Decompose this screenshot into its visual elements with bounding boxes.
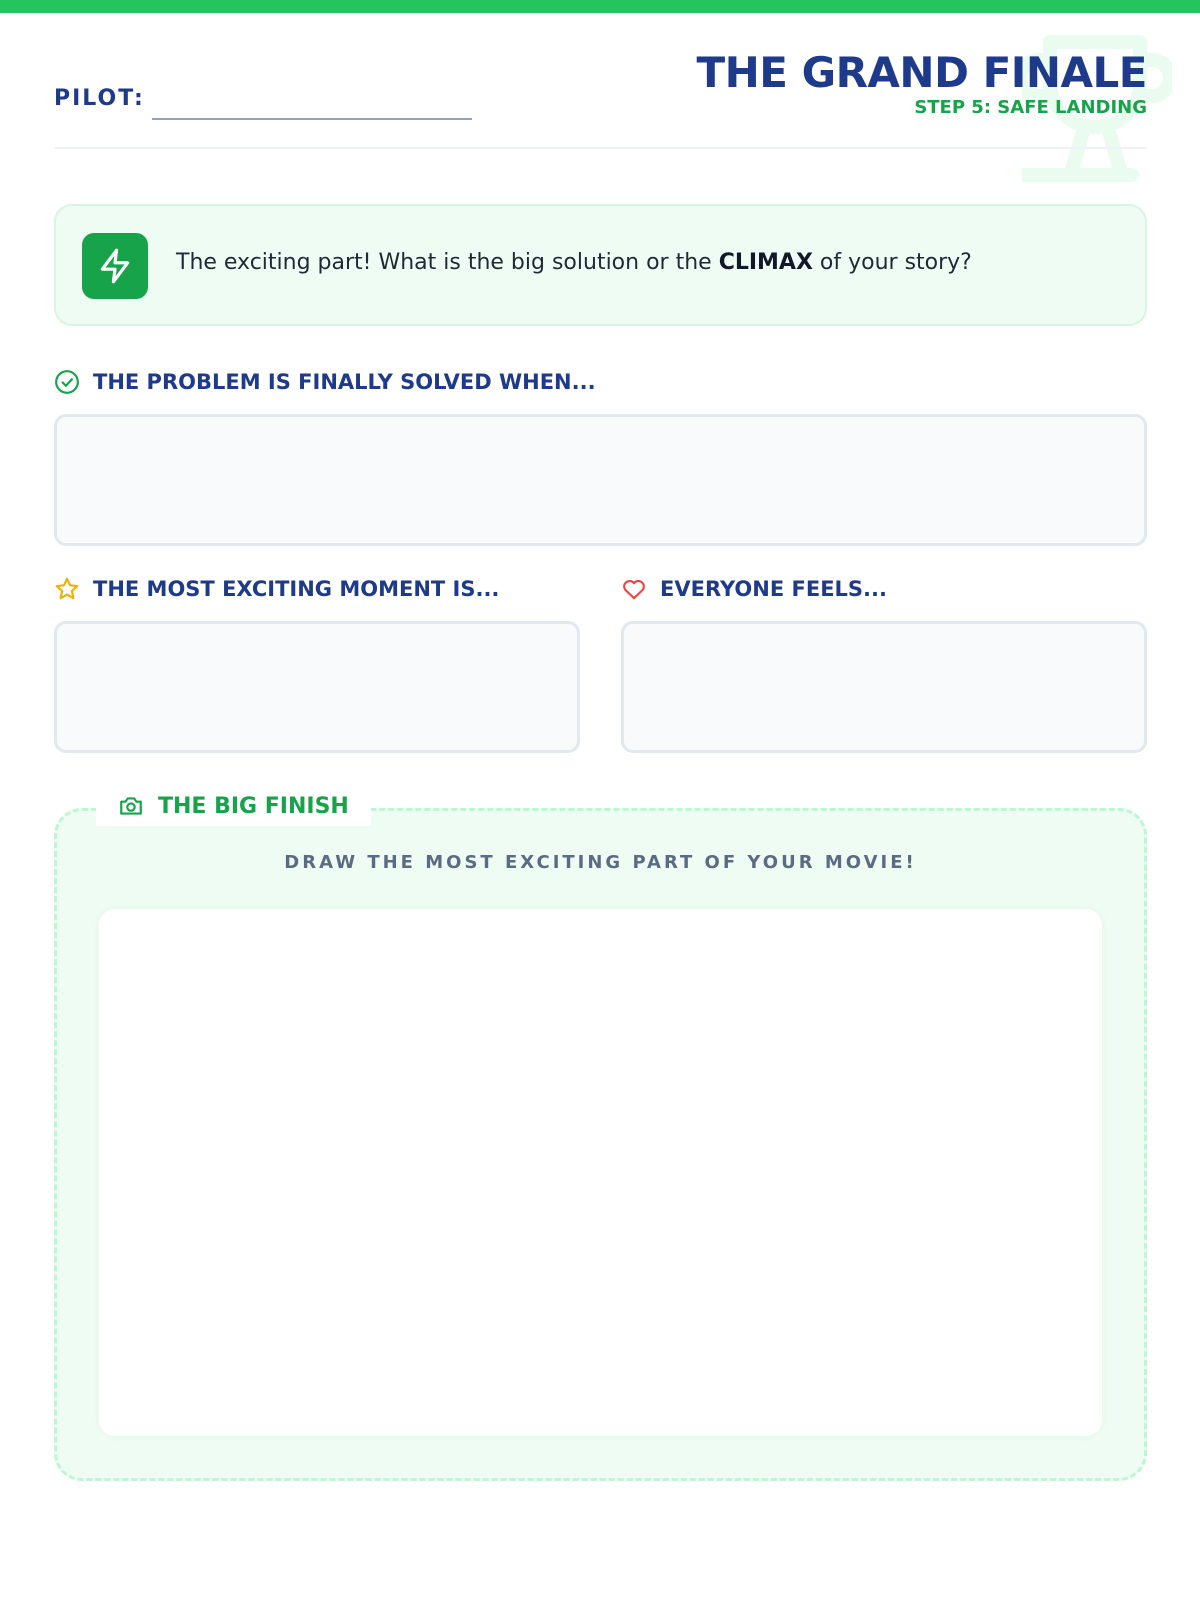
- top-accent-bar: [0, 0, 1200, 13]
- question-exciting: [54, 576, 499, 602]
- big-finish-title-text: THE BIG FINISH: [158, 793, 349, 819]
- page-title: THE GRAND FINALE: [696, 48, 1147, 97]
- exciting-answer-field[interactable]: [54, 621, 580, 753]
- callout-text-start: The exciting part! What is the big solution or the: [176, 250, 719, 275]
- lightning-bolt-icon: [82, 233, 148, 299]
- callout-text: [176, 250, 972, 275]
- question-feels: [621, 576, 887, 602]
- drawing-instruction: DRAW THE MOST EXCITING PART OF YOUR MOVIE!: [284, 852, 917, 873]
- page-subtitle: STEP 5: SAFE LANDING: [914, 97, 1147, 118]
- big-finish-title: [96, 786, 371, 826]
- callout-text-end: of your story?: [812, 250, 972, 275]
- pilot-label: PILOT:: [54, 86, 145, 111]
- heart-icon: [621, 576, 647, 602]
- drawing-area[interactable]: [99, 909, 1102, 1436]
- pilot-name-field[interactable]: [152, 118, 472, 120]
- question-exciting-label: THE MOST EXCITING MOMENT IS...: [93, 577, 500, 601]
- question-feels-label: EVERYONE FEELS...: [660, 577, 887, 601]
- question-solved-label: THE PROBLEM IS FINALLY SOLVED WHEN...: [93, 370, 596, 394]
- callout-emphasis: CLIMAX: [718, 250, 813, 275]
- check-circle-icon: [54, 369, 80, 395]
- question-solved: [54, 369, 596, 395]
- header-divider: [54, 147, 1147, 149]
- prompt-callout: [54, 204, 1147, 326]
- star-icon: [54, 576, 80, 602]
- solved-answer-field[interactable]: [54, 414, 1147, 546]
- camera-icon: [118, 793, 144, 819]
- feels-answer-field[interactable]: [621, 621, 1147, 753]
